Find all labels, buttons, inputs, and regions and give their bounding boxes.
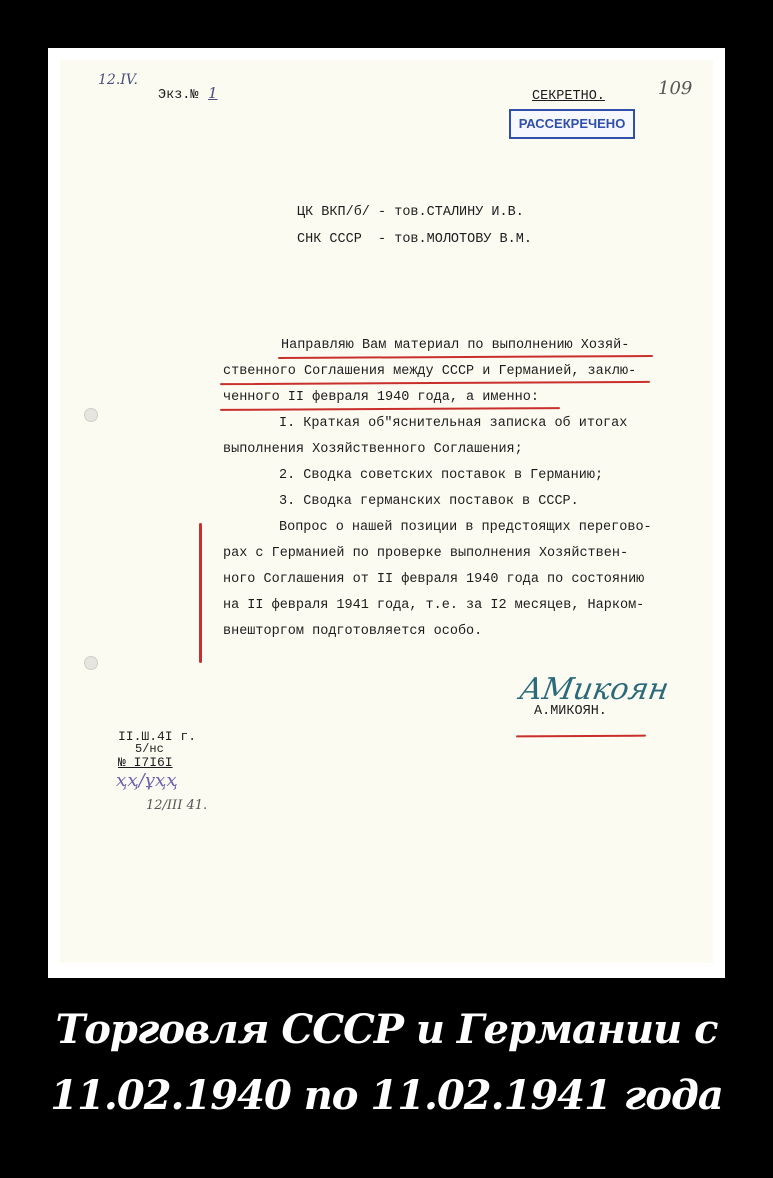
red-underline bbox=[220, 407, 560, 411]
page-number: 109 bbox=[658, 78, 693, 99]
hand-registration: ҳҳ/ұҳҳ bbox=[116, 770, 178, 791]
paragraph-line-2: рах с Германией по проверке выполнения Хозяйствен- bbox=[223, 546, 629, 561]
intro-line-2: ственного Соглашения между СССР и Германией, заклю- bbox=[223, 364, 637, 379]
punch-hole bbox=[84, 656, 98, 670]
list-item-3: 3. Сводка германских поставок в СССР. bbox=[279, 494, 579, 509]
punch-hole bbox=[84, 408, 98, 422]
paragraph-line-4: на II февраля 1941 года, т.е. за I2 месяцев, Нарком- bbox=[223, 598, 645, 613]
addressee-stalin: ЦК ВКП/б/ - тов.СТАЛИНУ И.В. bbox=[297, 205, 524, 220]
document-page bbox=[60, 60, 713, 963]
intro-line-1: Направляю Вам материал по выполнению Хозяй- bbox=[281, 338, 630, 353]
copy-number-label: Экз.№ bbox=[158, 88, 199, 103]
secret-mark: СЕКРЕТНО. bbox=[532, 89, 605, 104]
red-margin-mark bbox=[199, 523, 202, 663]
red-underline bbox=[516, 735, 646, 738]
outgoing-number: № I7I6I bbox=[118, 755, 173, 770]
hand-date: 12/ІІІ 41. bbox=[146, 798, 208, 813]
caption-line-1: Торговля СССР и Германии с bbox=[55, 1006, 718, 1053]
outgoing-date: II.Ш.4I г. bbox=[118, 729, 197, 744]
signature: АМикоян bbox=[516, 672, 672, 707]
signatory-name: А.МИКОЯН. bbox=[534, 704, 607, 719]
paragraph-line-3: ного Соглашения от II февраля 1940 года по состоянию bbox=[223, 572, 645, 587]
list-item-1-line-1: I. Краткая об"яснительная записка об итогах bbox=[279, 416, 628, 431]
list-item-2: 2. Сводка советских поставок в Германию; bbox=[279, 468, 604, 483]
caption-line-2: 11.02.1940 по 11.02.1941 года bbox=[50, 1072, 723, 1119]
red-underline bbox=[220, 381, 650, 385]
paragraph-line-1: Вопрос о нашей позиции в предстоящих перегово- bbox=[279, 520, 652, 535]
list-item-1-line-2: выполнения Хозяйственного Соглашения; bbox=[223, 442, 523, 457]
intro-line-3: ченного II февраля 1940 года, а именно: bbox=[223, 390, 539, 405]
copy-number-value: 1 bbox=[208, 84, 218, 102]
declassified-stamp: РАССЕКРЕЧЕНО bbox=[509, 109, 635, 139]
red-underline bbox=[278, 355, 653, 359]
outgoing-dept: 5/нс bbox=[135, 742, 164, 756]
addressee-molotov: СНК СССР - тов.МОЛОТОВУ В.М. bbox=[297, 232, 532, 247]
top-hand-note: 12.IV. bbox=[98, 72, 138, 88]
paragraph-line-5: внешторгом подготовляется особо. bbox=[223, 624, 483, 639]
